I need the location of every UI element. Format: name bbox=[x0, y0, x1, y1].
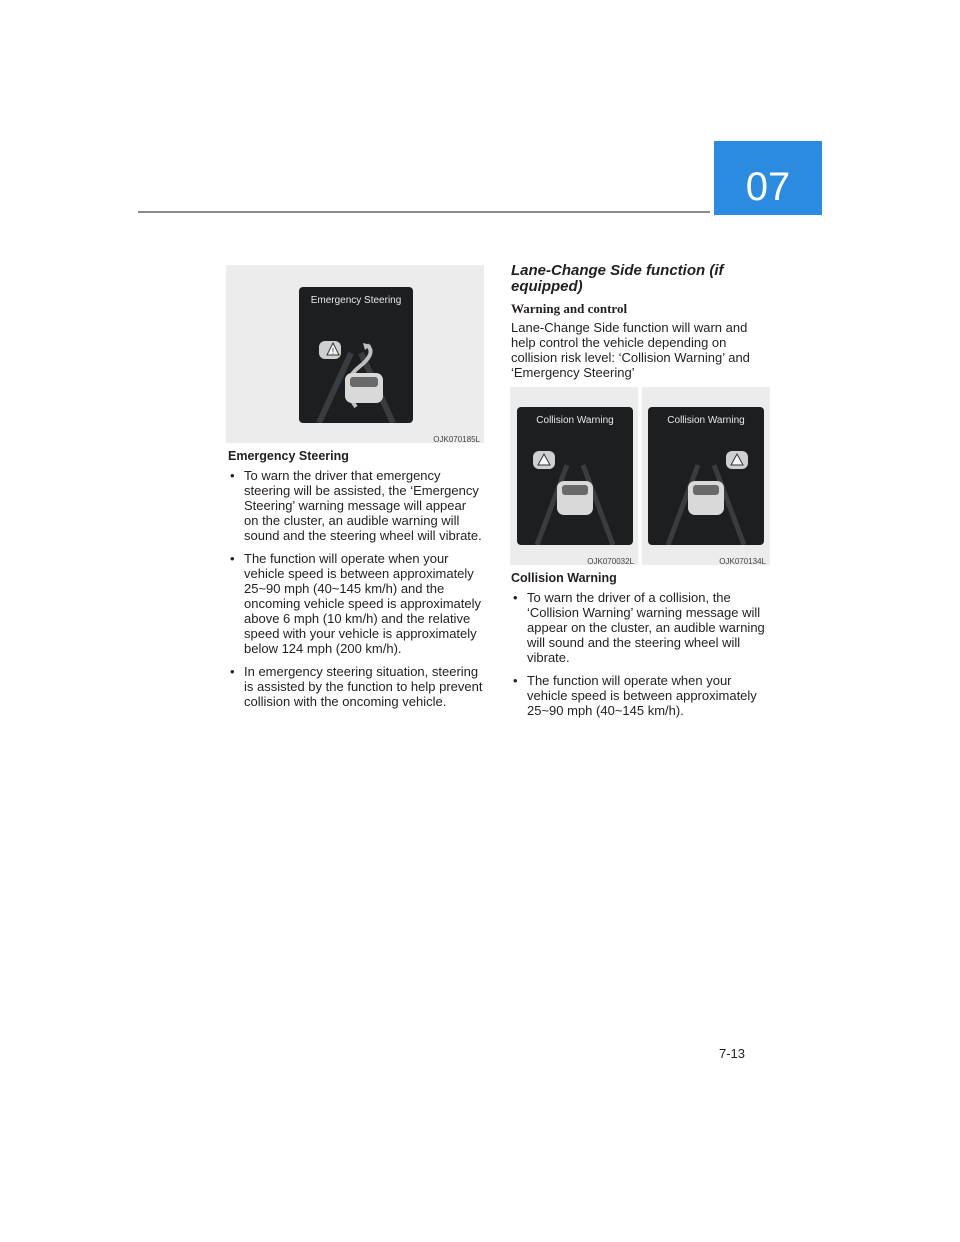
list-item: • To warn the driver that emergency steering will be assisted, the ‘Emergency Steering’ warning message will appear on the cluster, an audible warning will sound and the steering wheel will vibrate. bbox=[228, 468, 484, 543]
collision-warning-list bbox=[511, 590, 771, 718]
screen-title: Collision Warning bbox=[536, 415, 614, 426]
header-rule bbox=[138, 211, 710, 213]
page-number: 7-13 bbox=[719, 1046, 746, 1061]
collision-warning-heading: Collision Warning bbox=[511, 571, 617, 585]
collision-warning-illustration bbox=[517, 407, 633, 545]
figure-code: OJK070185L bbox=[433, 435, 480, 444]
list-item: • The function will operate when your vehicle speed is between approximately 25~90 mph (40~145 km/h). bbox=[511, 673, 771, 718]
emergency-steering-figure bbox=[226, 265, 484, 443]
figure-code: OJK070032L bbox=[587, 557, 634, 566]
intro-paragraph: Lane-Change Side function will warn and help control the vehicle depending on collision risk level: ‘Collision Warning’ and ‘Emergency Steering’ bbox=[511, 320, 750, 380]
collision-warning-figure-left bbox=[510, 387, 638, 565]
list-item: • In emergency steering situation, steering is assisted by the function to help prevent collision with the oncoming vehicle. bbox=[228, 664, 484, 709]
emergency-steering-list bbox=[228, 468, 484, 709]
collision-warning-illustration bbox=[648, 407, 764, 545]
collision-warning-figure-right bbox=[642, 387, 770, 565]
chapter-number: 07 bbox=[745, 165, 791, 209]
collision-warning-section bbox=[511, 571, 771, 726]
emergency-steering-heading: Emergency Steering bbox=[228, 449, 349, 463]
cluster-screen bbox=[517, 407, 633, 545]
chapter-tab bbox=[714, 141, 822, 215]
figure-code: OJK070134L bbox=[719, 557, 766, 566]
list-item: • To warn the driver of a collision, the ‘Collision Warning’ warning message will appear on the cluster, an audible warning will sound and the steering wheel will vibrate. bbox=[511, 590, 771, 665]
screen-title: Collision Warning bbox=[667, 415, 745, 426]
cluster-screen bbox=[299, 287, 413, 423]
cluster-screen bbox=[648, 407, 764, 545]
list-item: • The function will operate when your vehicle speed is between approximately 25~90 mph (40~145 km/h) and the oncoming vehicle speed is approximately above 6 mph (10 km/h) and the relative speed with your vehicle is approximately below 124 mph (200 km/h). bbox=[228, 551, 484, 656]
svg-text:!: ! bbox=[331, 347, 335, 356]
right-column bbox=[511, 263, 771, 380]
screen-title: Emergency Steering bbox=[310, 295, 402, 306]
emergency-steering-illustration bbox=[299, 287, 413, 423]
left-column bbox=[228, 449, 484, 717]
section-title: Lane-Change Side function (if equipped) bbox=[511, 262, 724, 295]
section-subtitle: Warning and control bbox=[511, 301, 628, 316]
